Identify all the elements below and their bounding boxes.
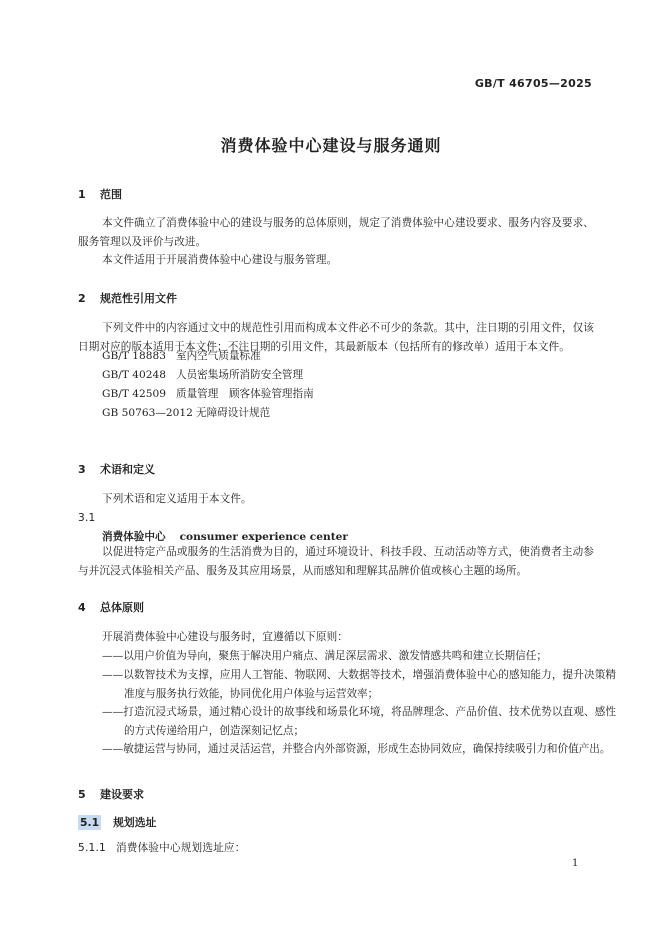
- reference-name: 室内空气质量标准: [176, 350, 261, 362]
- section-3-heading: [78, 461, 155, 477]
- reference-item: [102, 348, 261, 363]
- list-item: ——打造沉浸式场景，通过精心设计的故事线和场景化环境，将品牌理念、产品价值、技术优势以直观、感性的方式传递给用户，创造深刻记忆点；: [102, 706, 616, 737]
- list-item: ——以数智技术为支撑，应用人工智能、物联网、大数据等技术，增强消费体验中心的感知能力，提升决策精准度与服务执行效能，协同优化用户体验与运营效率；: [102, 669, 616, 700]
- section-number: 3: [78, 463, 86, 476]
- clause-number: 5.1.1: [78, 842, 106, 854]
- section-1-heading: [78, 186, 122, 202]
- section-title: 范围: [100, 188, 122, 201]
- reference-code: GB/T 18883: [102, 350, 166, 362]
- section-title: 总体原则: [100, 601, 144, 614]
- section-number: 1: [78, 188, 86, 201]
- reference-item: [102, 367, 303, 382]
- reference-code: GB 50763—2012: [102, 407, 193, 419]
- paragraph: 本文件适用于开展消费体验中心建设与服务管理。: [102, 254, 338, 266]
- clause-5-1-1: [78, 840, 246, 855]
- subsection-number: 5.1: [80, 816, 100, 829]
- reference-name: 无障碍设计规范: [196, 407, 271, 419]
- reference-name: 质量管理 顾客体验管理指南: [176, 388, 314, 400]
- term-entry: [102, 529, 348, 544]
- term-chinese: 消费体验中心: [102, 531, 166, 543]
- term-number: 3.1: [78, 512, 96, 524]
- section-title: 术语和定义: [100, 463, 155, 476]
- section-number: 4: [78, 601, 86, 614]
- page-title: 消费体验中心建设与服务通则: [220, 136, 442, 155]
- paragraph: 下列文件中的内容通过文中的规范性引用而构成本文件必不可少的条款。其中，注日期的引用文件，仅该日期对应的版本适用于本文件；不注日期的引用文件，其最新版本（包括所有的修改单）适用于本文件。: [78, 322, 594, 353]
- standard-number: GB/T 46705—2025: [474, 77, 592, 90]
- paragraph: 本文件确立了消费体验中心的建设与服务的总体原则，规定了消费体验中心建设要求、服务内容及要求、服务管理以及评价与改进。: [78, 217, 594, 248]
- list-item: ——敏捷运营与协同，通过灵活运营，并整合内外部资源，形成生态协同效应，确保持续吸引力和价值产出。: [102, 743, 611, 755]
- section-title: 建设要求: [100, 788, 144, 801]
- page-number: 1: [572, 858, 579, 869]
- reference-code: GB/T 40248: [102, 369, 166, 381]
- list-item: ——以用户价值为导向，聚焦于解决用户痛点、满足深层需求、激发情感共鸣和建立长期信任；: [102, 650, 547, 662]
- section-title: 规范性引用文件: [100, 292, 177, 305]
- reference-item: [102, 405, 270, 420]
- term-definition: 以促进特定产品或服务的生活消费为目的，通过环境设计、科技手段、互动活动等方式，使消费者主动参与并沉浸式体验相关产品、服务及其应用场景，从而感知和理解其品牌价值或核心主题的场所。: [78, 546, 594, 577]
- subsection-title: 规划选址: [113, 816, 157, 829]
- section-2-heading: [78, 290, 177, 306]
- term-english: consumer experience center: [179, 531, 348, 543]
- section-number: 2: [78, 292, 86, 305]
- reference-code: GB/T 42509: [102, 388, 166, 400]
- paragraph: 下列术语和定义适用于本文件。: [102, 493, 252, 505]
- clause-text: 消费体验中心规划选址应：: [116, 842, 246, 854]
- reference-item: [102, 386, 314, 401]
- section-4-heading: [78, 599, 144, 615]
- paragraph: 开展消费体验中心建设与服务时，宜遵循以下原则：: [102, 631, 348, 643]
- subsection-5-1-heading: [78, 815, 156, 830]
- section-5-heading: [78, 786, 144, 802]
- reference-name: 人员密集场所消防安全管理: [176, 369, 304, 381]
- section-number: 5: [78, 788, 86, 801]
